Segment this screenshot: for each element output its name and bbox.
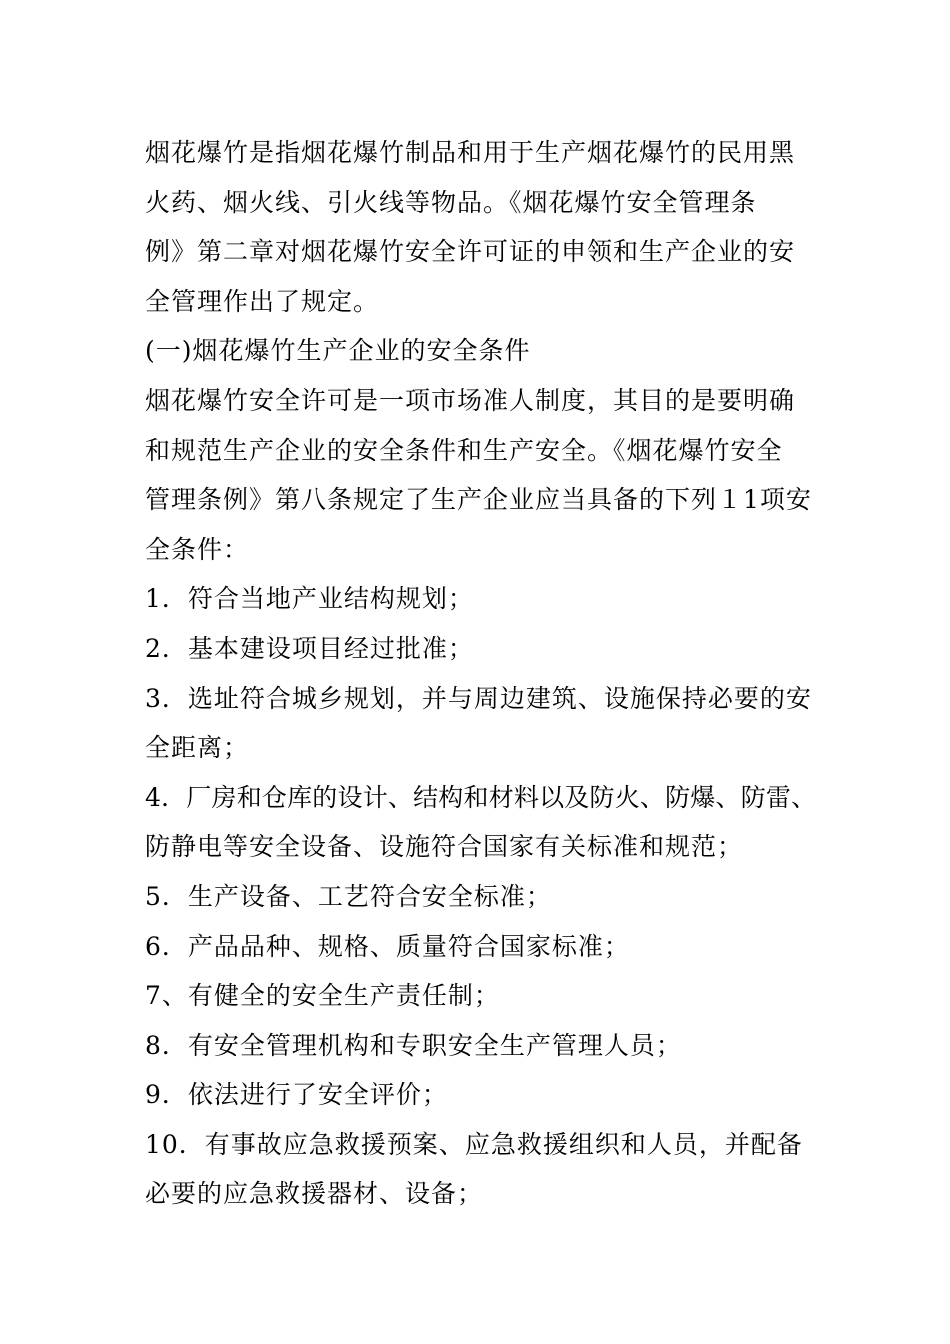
list-item: 7、有健全的安全生产责任制； [145, 981, 500, 1011]
document-body [145, 128, 835, 1219]
list-item-continuation: 防静电等安全设备、设施符合国家有关标准和规范； [145, 832, 744, 862]
list-item: 9．依法进行了安全评价； [145, 1080, 448, 1110]
list-item: 6．产品品种、规格、质量符合国家标准； [145, 931, 630, 961]
text-line: 火药、烟火线、引火线等物品。《烟花爆竹安全管理条 [145, 187, 757, 217]
text-line: 全管理作出了规定。 [145, 286, 380, 316]
list-item: 5．生产设备、工艺符合安全标准； [145, 881, 552, 911]
list-item: 1．符合当地产业结构规划； [145, 584, 474, 614]
section-heading: (一)烟花爆竹生产企业的安全条件 [145, 336, 531, 366]
text-line: 和规范生产企业的安全条件和生产安全。《烟花爆竹安全 [145, 435, 783, 465]
list-item: 10．有事故应急救援预案、应急救援组织和人员，并配备 [145, 1129, 803, 1159]
text-line: 例》第二章对烟花爆竹安全许可证的申领和生产企业的安 [145, 237, 796, 267]
list-item: 8．有安全管理机构和专职安全生产管理人员； [145, 1030, 682, 1060]
text-line: 烟花爆竹安全许可是一项市场准人制度，其目的是要明确 [145, 385, 796, 415]
text-line: 烟花爆竹是指烟花爆竹制品和用于生产烟花爆竹的民用黑 [145, 138, 796, 167]
list-item-continuation: 必要的应急救援器材、设备； [145, 1179, 484, 1209]
text-line: 全条件： [145, 534, 250, 564]
list-item-continuation: 全距离； [145, 733, 250, 763]
list-item: 2．基本建设项目经过批准； [145, 633, 474, 663]
list-item: 3．选址符合城乡规划，并与周边建筑、设施保持必要的安 [145, 683, 812, 713]
text-line: 管理条例》第八条规定了生产企业应当具备的下列１1项安 [145, 485, 812, 515]
list-item: 4．厂房和仓库的设计、结构和材料以及防火、防爆、防雷、 [145, 782, 817, 812]
